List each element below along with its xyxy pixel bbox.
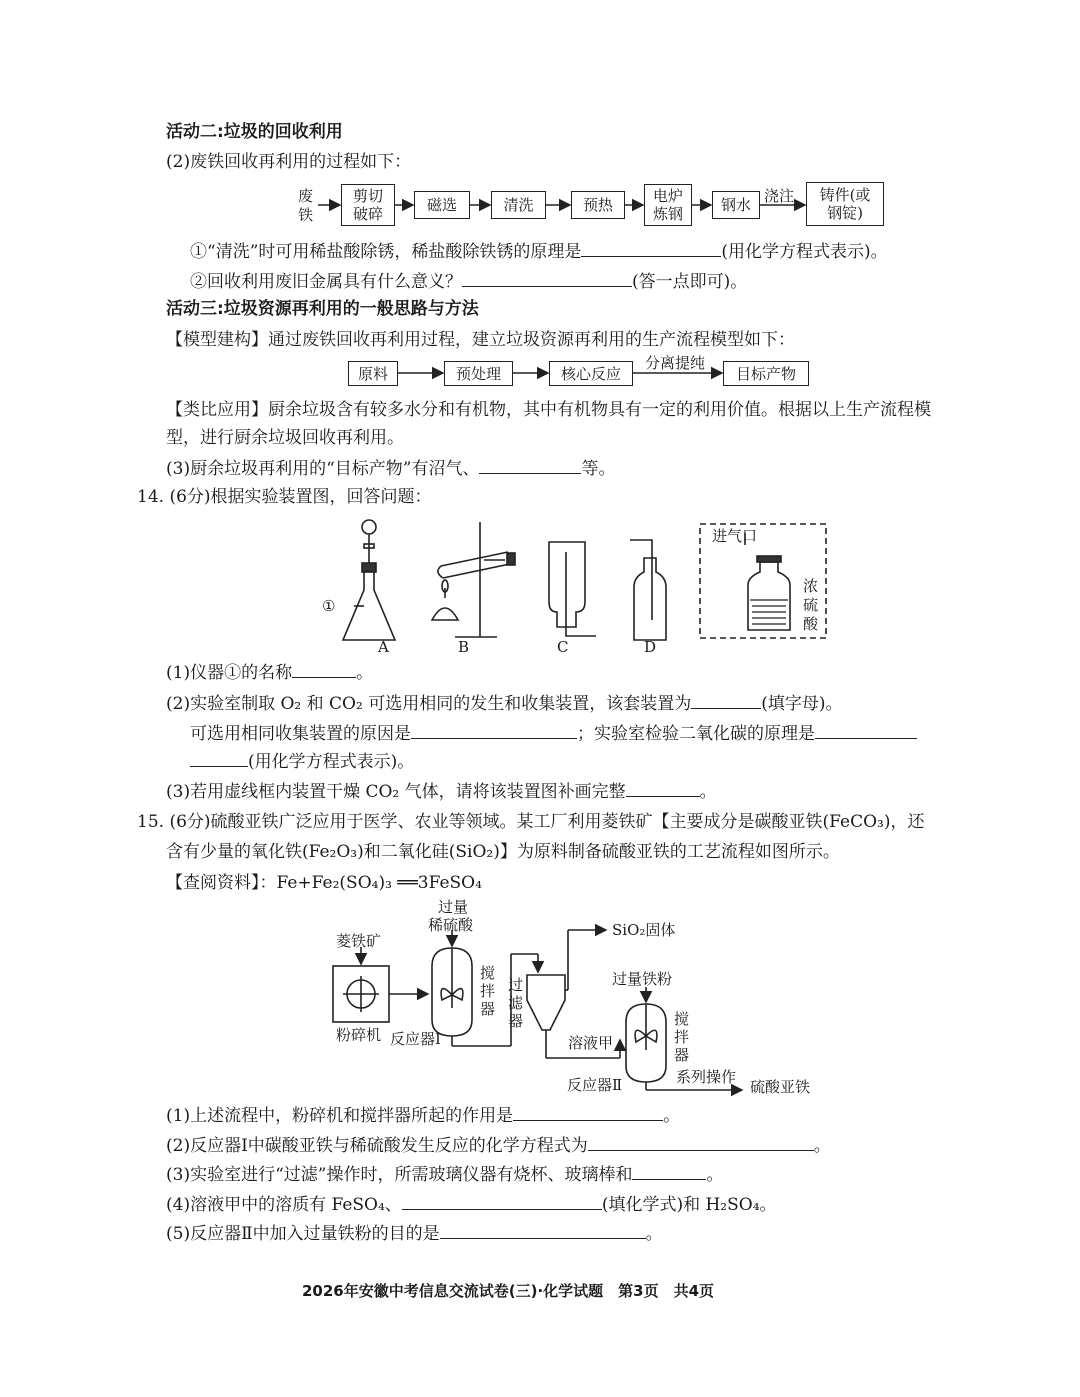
model-step-target: 目标产物 bbox=[723, 361, 809, 386]
flow-step-magnetic: 磁选 bbox=[414, 191, 470, 219]
label-stirrer-2: 搅拌器 bbox=[674, 1010, 690, 1064]
apparatus-label-a: A bbox=[378, 638, 389, 656]
label-filter: 过滤器 bbox=[508, 976, 524, 1030]
label-product: 硫酸亚铁 bbox=[750, 1078, 811, 1096]
q15-4: (4)溶液甲中的溶质有 FeSO₄、 (填化学式)和 H₂SO₄。 bbox=[166, 1191, 777, 1217]
label-reactor-1: 反应器Ⅰ bbox=[390, 1030, 441, 1048]
flow-pour-label: 浇注 bbox=[764, 187, 795, 205]
label-crusher: 粉碎机 bbox=[336, 1026, 382, 1044]
label-reactor-2: 反应器Ⅱ bbox=[567, 1076, 623, 1094]
label-series-op: 系列操作 bbox=[676, 1068, 737, 1086]
model-step-pretreat: 预处理 bbox=[444, 361, 513, 386]
label-stirrer-1: 搅拌器 bbox=[480, 964, 496, 1018]
label-iron-powder: 过量铁粉 bbox=[612, 970, 673, 988]
apparatus-label-b: B bbox=[458, 638, 470, 656]
q14-stem: 14. (6分)根据实验装置图，回答问题： bbox=[137, 487, 432, 507]
flow-step-casting: 铸件(或钢锭) bbox=[806, 182, 884, 226]
model-step-raw: 原料 bbox=[348, 361, 398, 386]
answer-blank-15-1[interactable] bbox=[513, 1102, 663, 1121]
q14-3: (3)若用虚线框内装置干燥 CO₂ 气体，请将该装置图补画完整 。 bbox=[166, 778, 717, 804]
label-sio2: SiO₂固体 bbox=[612, 921, 676, 939]
flow-step-preheat: 预热 bbox=[571, 191, 625, 219]
label-ore: 菱铁矿 bbox=[336, 932, 382, 950]
activity2-q2-1: ①“清洗”时可用稀盐酸除锈，稀盐酸除铁锈的原理是 (用化学方程式表示)。 bbox=[190, 238, 888, 264]
q15-reference: 【查阅资料】：Fe+Fe₂(SO₄)₃ ══3FeSO₄ bbox=[166, 873, 482, 893]
q15-2: (2)反应器Ⅰ中碳酸亚铁与稀硫酸发生反应的化学方程式为 。 bbox=[166, 1132, 831, 1158]
answer-blank-15-4[interactable] bbox=[402, 1191, 602, 1210]
flow-step-furnace: 电炉炼钢 bbox=[644, 184, 692, 226]
activity3-q3: (3)厨余垃圾再利用的“目标产物”有沼气、 等。 bbox=[166, 455, 615, 481]
q14-1: (1)仪器①的名称 。 bbox=[166, 659, 373, 685]
activity3-title: 活动三:垃圾资源再利用的一般思路与方法 bbox=[166, 299, 479, 319]
q14-2: (2)实验室制取 O₂ 和 CO₂ 可选用相同的发生和收集装置，该套装置为 (填字母)。 bbox=[166, 690, 842, 716]
conc-acid-label: 浓硫酸 bbox=[803, 577, 819, 633]
label-acid-bottom: 稀硫酸 bbox=[428, 916, 474, 934]
activity3-model-text: 【模型建构】通过废铁回收再利用过程，建立垃圾资源再利用的生产流程模型如下： bbox=[166, 330, 795, 350]
apparatus-label-c: C bbox=[557, 638, 569, 656]
activity3-analogy-1: 【类比应用】厨余垃圾含有较多水分和有机物，其中有机物具有一定的利用价值。根据以上生产流程模 bbox=[166, 400, 931, 420]
q15-stem-1: 15. (6分)硫酸亚铁广泛应用于医学、农业等领域。某工厂利用菱铁矿【主要成分是碳酸亚铁(FeCO₃)，还 bbox=[137, 812, 925, 832]
q15-3: (3)实验室进行“过滤”操作时，所需玻璃仪器有烧杯、玻璃棒和 。 bbox=[166, 1161, 723, 1187]
apparatus-label-d: D bbox=[644, 638, 657, 656]
activity2-q2-intro: (2)废铁回收再利用的过程如下： bbox=[166, 152, 412, 172]
activity2-q2-2: ②回收利用废旧金属具有什么意义？ (答一点即可)。 bbox=[190, 268, 747, 294]
activity2-title: 活动二:垃圾的回收利用 bbox=[166, 122, 343, 142]
answer-blank-15-2[interactable] bbox=[588, 1132, 814, 1151]
answer-blank-15-3[interactable] bbox=[632, 1161, 706, 1180]
q15-5: (5)反应器Ⅱ中加入过量铁粉的目的是 。 bbox=[166, 1220, 663, 1246]
answer-blank-15-5[interactable] bbox=[440, 1220, 646, 1239]
model-step-core: 核心反应 bbox=[549, 361, 633, 386]
flow-step-shear-crush: 剪切破碎 bbox=[341, 184, 395, 226]
apparatus-marker: ① bbox=[322, 597, 336, 615]
flow-step-molten-steel: 钢水 bbox=[712, 191, 760, 219]
q15-stem-2: 含有少量的氧化铁(Fe₂O₃)和二氧化硅(SiO₂)】为原料制备硫酸亚铁的工艺流程如图所示。 bbox=[166, 842, 840, 862]
q14-2-end: (用化学方程式表示)。 bbox=[190, 748, 414, 774]
flow-start-label: 废铁 bbox=[298, 187, 314, 224]
model-separate-label: 分离提纯 bbox=[645, 354, 706, 372]
page-footer: 2026年安徽中考信息交流试卷(三)·化学试题 第3页 共4页 bbox=[302, 1282, 715, 1300]
q14-2-cont: 可选用相同收集装置的原因是 ；实验室检验二氧化碳的原理是 bbox=[190, 720, 917, 746]
label-acid-top: 过量 bbox=[438, 898, 469, 916]
activity3-analogy-2: 型，进行厨余垃圾回收再利用。 bbox=[166, 428, 404, 448]
inlet-label: 进气口 bbox=[712, 527, 758, 545]
flow-step-wash: 清洗 bbox=[491, 191, 546, 219]
label-solution: 溶液甲 bbox=[568, 1034, 614, 1052]
q15-1: (1)上述流程中，粉碎机和搅拌器所起的作用是 。 bbox=[166, 1102, 680, 1128]
